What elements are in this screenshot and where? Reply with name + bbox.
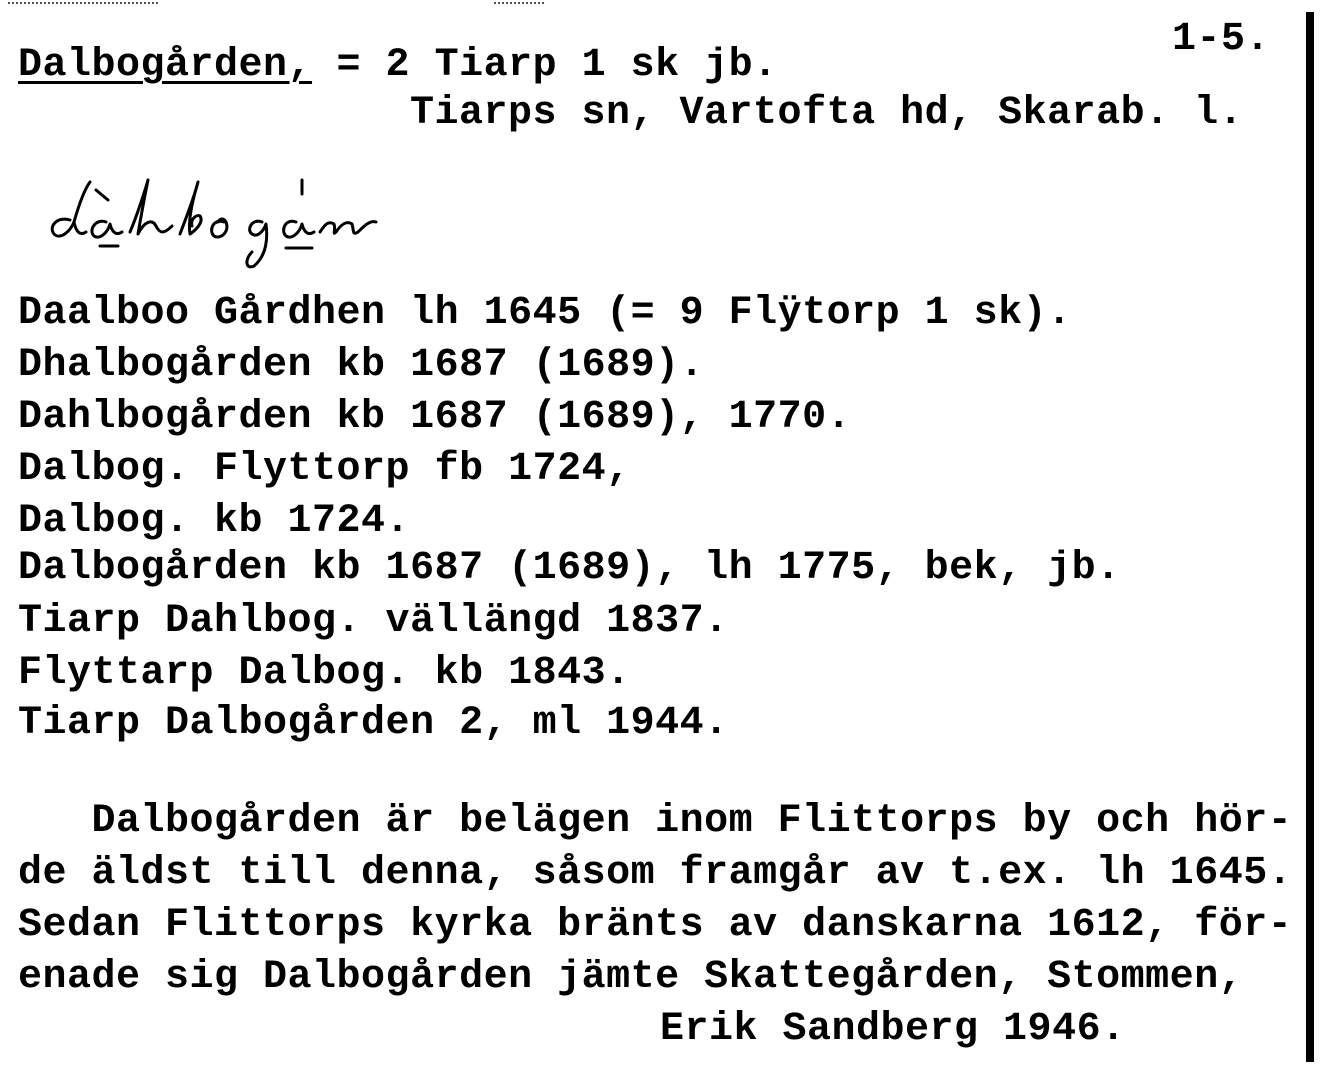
top-edge-dots [8, 2, 158, 6]
attestation-line: Dalbog. Flyttorp fb 1724, [18, 447, 631, 492]
top-edge-dots [494, 2, 544, 6]
paragraph-line: de äldst till denna, såsom framgår av t.ex. lh 1645. [18, 851, 1293, 896]
attestation-line: Dalbogården kb 1687 (1689), lh 1775, bek, jb. [18, 546, 1121, 591]
attestation-line: Dhalbogården kb 1687 (1689). [18, 343, 705, 388]
place-name: Dalbogården, [18, 43, 313, 88]
paragraph-line: Dalbogården är belägen inom Flittorps by och hör- [18, 799, 1293, 844]
attestation-line: Dahlbogården kb 1687 (1689), 1770. [18, 395, 852, 440]
attestation-line: Tiarp Dahlbog. vällängd 1837. [18, 599, 729, 644]
card-right-border [1306, 12, 1314, 1062]
paragraph-line: enade sig Dalbogården jämte Skattegården, Stommen, [18, 955, 1244, 1000]
heading-rest: = 2 Tiarp 1 sk jb. [312, 43, 778, 88]
attestation-line: Dalbog. kb 1724. [18, 499, 411, 544]
paragraph-line: Sedan Flittorps kyrka bränts av danskarna 1612, för- [18, 903, 1293, 948]
attestation-line: Daalboo Gårdhen lh 1645 (= 9 Flÿtorp 1 sk). [18, 291, 1072, 336]
attestation-line: Flyttarp Dalbog. kb 1843. [18, 651, 631, 696]
card-heading [18, 42, 778, 90]
location-line: Tiarps sn, Vartofta hd, Skarab. l. [410, 91, 1244, 136]
signature: Erik Sandberg 1946. [660, 1007, 1126, 1052]
card-number: 1-5. [1172, 17, 1271, 62]
handwritten-pronunciation [40, 160, 540, 270]
attestation-line: Tiarp Dalbogården 2, ml 1944. [18, 701, 729, 746]
